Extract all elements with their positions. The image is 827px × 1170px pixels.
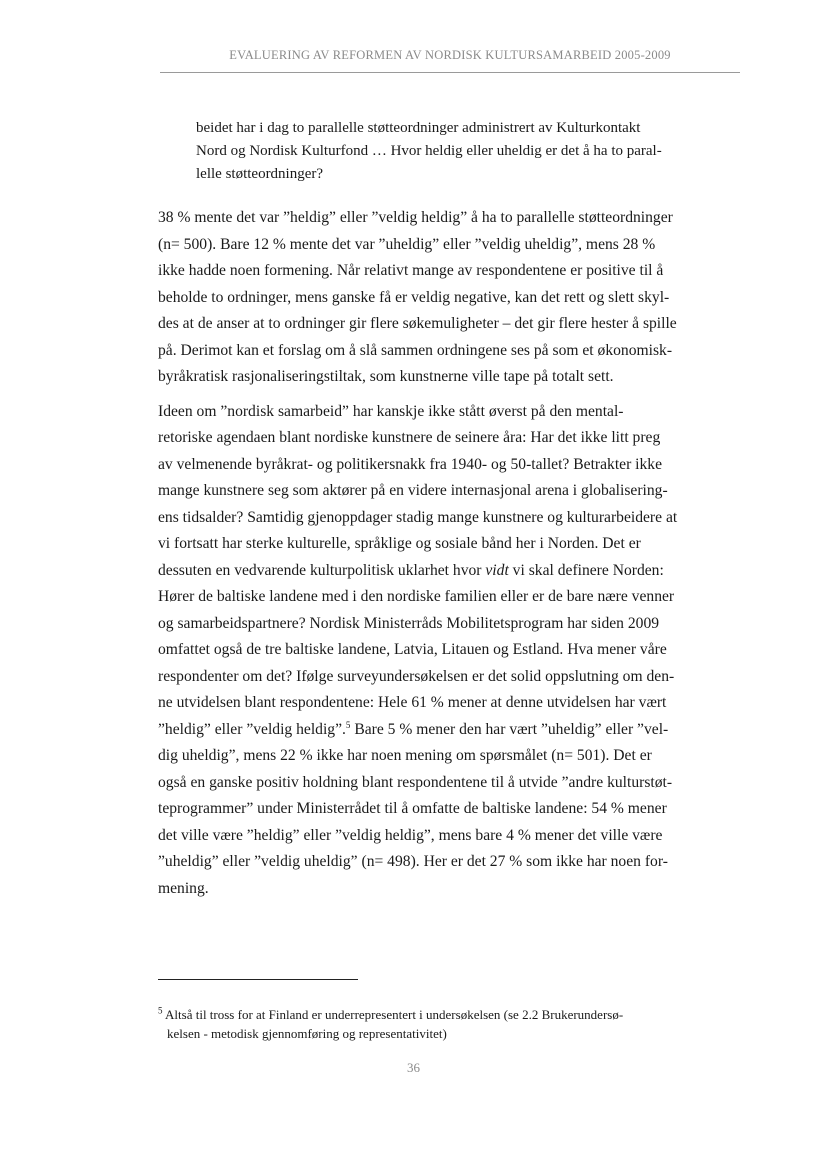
quote-line: Nord og Nordisk Kulturfond … Hvor heldig eller uheldig er det å ha to paral- <box>196 143 662 159</box>
header-divider <box>160 72 740 73</box>
quote-line: beidet har i dag to parallelle støtteordninger administrert av Kulturkontakt <box>196 120 641 136</box>
text-line: dig uheldig”, mens 22 % ikke har noen mening om spørsmålet (n= 501). Det er <box>158 747 652 764</box>
text-line: retoriske agendaen blant nordiske kunstnere de seinere åra: Har det ikke litt preg <box>158 429 661 446</box>
text-line: også en ganske positiv holdning blant respondentene til å utvide ”andre kulturstøt- <box>158 773 673 791</box>
text-line: ”uheldig” eller ”veldig uheldig” (n= 498). Her er det 27 % som ikke har noen for- <box>158 853 668 870</box>
running-header: EVALUERING AV REFORMEN AV NORDISK KULTURSAMARBEID 2005-2009 <box>229 48 671 62</box>
text-line: beholde to ordninger, mens ganske få er veldig negative, kan det rett og slett skyl- <box>158 288 670 306</box>
text-line: des at de anser at to ordninger gir flere søkemuligheter – det gir flere hester å spille <box>158 315 677 332</box>
text-line: mening. <box>158 879 209 897</box>
text-line: vi fortsatt har sterke kulturelle, språklige og sosiale bånd her i Norden. Det er <box>158 535 641 552</box>
quote-line: lelle støtteordninger? <box>196 166 324 182</box>
text-line: omfattet også de tre baltiske landene, Latvia, Litauen og Estland. Hva mener våre <box>158 641 667 658</box>
text-line: Bare 5 % mener den har vært ”uheldig” eller ”vel- <box>350 720 669 738</box>
footnote <box>158 1005 708 1043</box>
text-line: 38 % mente det var ”heldig” eller ”veldig heldig” å ha to parallelle støtteordninger <box>158 209 673 226</box>
text-line: vi skal definere Norden: <box>508 561 664 579</box>
text-line: byråkratisk rasjonaliseringstiltak, som kunstnerne ville tape på totalt sett. <box>158 368 614 385</box>
text-line: respondenter om det? Ifølge surveyundersøkelsen er det solid oppslutning om den- <box>158 667 675 685</box>
text-line: ne utvidelsen blant respondentene: Hele 61 % mener at denne utvidelsen har vært <box>158 694 667 711</box>
text-line: ens tidsalder? Samtidig gjenoppdager stadig mange kunstnere og kulturarbeidere at <box>158 508 678 526</box>
text-line: mange kunstnere seg som aktører på en videre internasjonal arena i globalisering- <box>158 482 668 499</box>
emphasis-word: vidt <box>485 561 509 579</box>
paragraph-1 <box>158 205 708 391</box>
footnote-text: kelsen - metodisk gjennomføring og representativitet) <box>167 1026 447 1041</box>
footnote-divider <box>158 979 358 980</box>
block-quote <box>196 117 701 186</box>
text-line: ikke hadde noen formening. Når relativt mange av respondentene er positive til å <box>158 262 664 279</box>
text-line: det ville være ”heldig” eller ”veldig heldig”, mens bare 4 % mener det ville være <box>158 826 663 844</box>
text-line: Hører de baltiske landene med i den nordiske familien eller er de bare nære venner <box>158 588 675 605</box>
paragraph-2 <box>158 399 708 903</box>
text-line: (n= 500). Bare 12 % mente det var ”uheldig” eller ”veldig uheldig”, mens 28 % <box>158 235 656 253</box>
footnote-number: 5 <box>158 1005 163 1016</box>
footnote-text: Altså til tross for at Finland er underrepresentert i undersøkelsen (se 2.2 Brukerundersø- <box>162 1007 624 1022</box>
text-line: av velmenende byråkrat- og politikersnakk fra 1940- og 50-tallet? Betrakter ikke <box>158 455 663 473</box>
text-line: teprogrammer” under Ministerrådet til å omfatte de baltiske landene: 54 % mener <box>158 800 667 817</box>
footnote-line <box>158 1005 708 1024</box>
page-number: 36 <box>407 1060 420 1075</box>
text-line: Ideen om ”nordisk samarbeid” har kanskje ikke stått øverst på den mental- <box>158 402 624 420</box>
text-line: på. Derimot kan et forslag om å slå sammen ordningene ses på som et økonomisk- <box>158 341 673 359</box>
text-line: og samarbeidspartnere? Nordisk Ministerråds Mobilitetsprogram har siden 2009 <box>158 614 660 632</box>
footnote-reference[interactable]: 5 <box>345 719 351 730</box>
text-line: dessuten en vedvarende kulturpolitisk uklarhet hvor <box>158 561 486 579</box>
body-text <box>158 205 708 910</box>
footnote-line <box>158 1024 708 1043</box>
text-line: ”heldig” eller ”veldig heldig”. <box>158 720 346 738</box>
